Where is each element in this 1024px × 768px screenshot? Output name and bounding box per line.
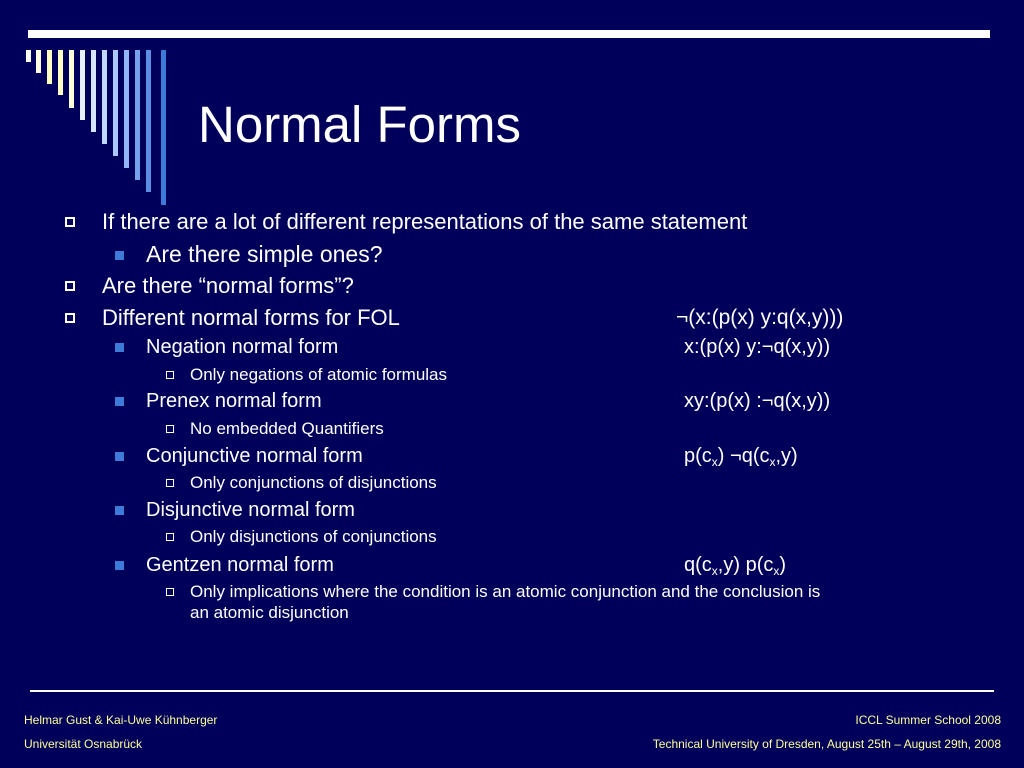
gnf-formula-part: q(c: [684, 554, 712, 576]
footer-venue-dates: Technical University of Dresden, August 25th – August 29th, 2008: [652, 737, 1001, 751]
bullet-item: Only disjunctions of conjunctions: [190, 527, 437, 546]
bullet-item: Are there “normal forms”?: [102, 273, 354, 298]
pnf-formula: xy:(p(x) :¬q(x,y)): [684, 390, 831, 412]
bullet-item: Gentzen normal form: [146, 554, 334, 576]
bullet-marker: [65, 313, 75, 323]
bullet-marker: [115, 251, 124, 260]
gnf-formula: [684, 553, 786, 577]
footer-rule: [30, 690, 994, 692]
bullet-marker: [65, 217, 75, 227]
gnf-formula-subscript: x: [711, 564, 718, 578]
bullet-item: Only implications where the condition is an atomic conjunction and the conclusion is: [190, 582, 821, 601]
bullet-marker: [115, 452, 124, 461]
cnf-formula-part: ) ¬q(c: [717, 445, 770, 467]
bullet-marker: [115, 343, 124, 352]
bullet-item: Negation normal form: [146, 336, 339, 358]
slide-title: Normal Forms: [198, 96, 522, 153]
bullet-marker: [166, 588, 174, 596]
gnf-formula-part: ,y) p(c: [717, 554, 774, 576]
bullet-marker: [115, 561, 124, 570]
bullet-marker: [166, 479, 174, 487]
bullet-marker: [166, 533, 174, 541]
cnf-formula-part: ,y): [775, 445, 798, 467]
footer-university: Universität Osnabrück: [24, 737, 143, 751]
gnf-formula-part: ): [779, 554, 787, 576]
fol-formula: ¬(x:(p(x) y:q(x,y))): [676, 306, 844, 329]
bullet-item: If there are a lot of different representations of the same statement: [102, 209, 748, 234]
bullet-marker: [166, 371, 174, 379]
bullet-marker: [65, 281, 75, 291]
bullet-marker: [115, 397, 124, 406]
bullet-item: Disjunctive normal form: [146, 499, 355, 521]
bullet-item: Only conjunctions of disjunctions: [190, 473, 437, 492]
footer-authors: Helmar Gust & Kai-Uwe Kühnberger: [24, 713, 218, 727]
bullet-marker: [115, 506, 124, 515]
cnf-formula-subscript: x: [769, 455, 776, 469]
cnf-formula: [684, 444, 798, 468]
bullet-item: Only negations of atomic formulas: [190, 365, 448, 384]
gnf-formula-subscript: x: [773, 564, 780, 578]
bullet-item: Are there simple ones?: [146, 241, 383, 267]
bullet-item: Conjunctive normal form: [146, 445, 363, 467]
nnf-formula: x:(p(x) y:¬q(x,y)): [684, 336, 831, 358]
cnf-formula-subscript: x: [711, 455, 718, 469]
cnf-formula-part: p(c: [684, 445, 712, 467]
bullet-item-continuation: an atomic disjunction: [190, 603, 349, 622]
bullet-item: Prenex normal form: [146, 390, 322, 412]
bullet-item: No embedded Quantifiers: [190, 419, 384, 438]
footer-event: ICCL Summer School 2008: [855, 713, 1001, 727]
bullet-marker: [166, 425, 174, 433]
bullet-item: Different normal forms for FOL: [102, 305, 400, 330]
